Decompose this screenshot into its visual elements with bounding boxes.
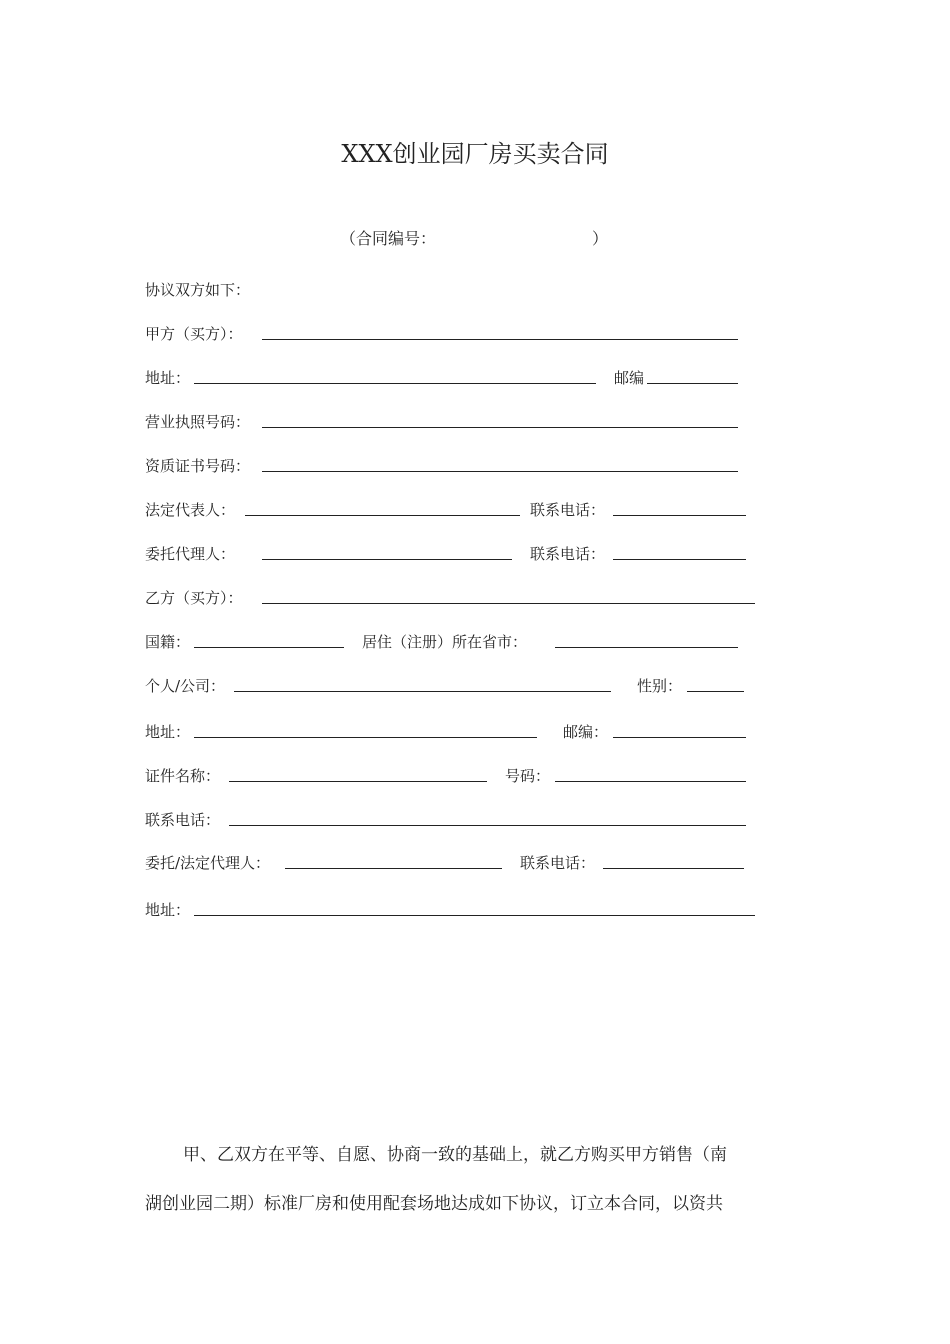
party-b-agent-label: 委托/法定代理人： bbox=[145, 854, 271, 872]
party-a-label: 甲方（买方）： bbox=[145, 325, 243, 343]
paragraph-line-1: 甲、乙双方在平等、自愿、协商一致的基础上，就乙方购买甲方销售（南 bbox=[183, 1145, 727, 1165]
party-b-name-field[interactable] bbox=[262, 603, 755, 604]
party-a-postcode-field[interactable] bbox=[647, 383, 738, 384]
party-b-postcode-field[interactable] bbox=[613, 737, 746, 738]
intro-text: 协议双方如下： bbox=[145, 281, 251, 299]
party-a-legal-rep-field[interactable] bbox=[245, 515, 520, 516]
party-a-agent-label: 委托代理人： bbox=[145, 545, 236, 563]
party-a-phone-field-2[interactable] bbox=[613, 559, 746, 560]
party-b-person-company-field[interactable] bbox=[234, 691, 611, 692]
party-b-person-company-label: 个人/公司： bbox=[145, 677, 226, 695]
party-a-qualification-field[interactable] bbox=[262, 471, 738, 472]
party-b-agent-phone-label: 联系电话： bbox=[520, 854, 596, 872]
party-b-phone-label: 联系电话： bbox=[145, 811, 221, 829]
party-b-label: 乙方（买方）： bbox=[145, 589, 243, 607]
party-b-postcode-label: 邮编： bbox=[563, 723, 609, 741]
party-a-agent-field[interactable] bbox=[262, 559, 512, 560]
party-a-address-field[interactable] bbox=[194, 383, 596, 384]
party-b-id-number-label: 号码： bbox=[505, 767, 551, 785]
party-b-phone-field[interactable] bbox=[229, 825, 746, 826]
party-b-id-name-label: 证件名称： bbox=[145, 767, 221, 785]
party-b-address2-label: 地址： bbox=[145, 901, 191, 919]
party-a-license-field[interactable] bbox=[262, 427, 738, 428]
party-b-residence-field[interactable] bbox=[555, 647, 738, 648]
party-b-nationality-label: 国籍： bbox=[145, 633, 191, 651]
party-b-gender-label: 性别： bbox=[637, 677, 683, 695]
party-b-gender-field[interactable] bbox=[687, 691, 744, 692]
party-a-phone-field-1[interactable] bbox=[613, 515, 746, 516]
party-b-address2-field[interactable] bbox=[194, 915, 755, 916]
party-a-qualification-label: 资质证书号码： bbox=[145, 457, 251, 475]
party-a-postcode-label: 邮编 bbox=[614, 369, 645, 387]
party-b-address-field[interactable] bbox=[194, 737, 537, 738]
document-title: XXX创业园厂房买卖合同 bbox=[341, 140, 609, 168]
party-b-id-name-field[interactable] bbox=[229, 781, 487, 782]
party-b-address-label: 地址： bbox=[145, 723, 191, 741]
party-b-agent-field[interactable] bbox=[285, 868, 502, 869]
paragraph-line-2: 湖创业园二期）标准厂房和使用配套场地达成如下协议，订立本合同，以资共 bbox=[145, 1194, 723, 1214]
party-a-name-field[interactable] bbox=[262, 339, 738, 340]
party-b-id-number-field[interactable] bbox=[555, 781, 746, 782]
party-a-phone-label-2: 联系电话： bbox=[530, 545, 606, 563]
party-b-nationality-field[interactable] bbox=[194, 647, 344, 648]
party-b-residence-label: 居住（注册）所在省市： bbox=[362, 633, 528, 651]
party-a-address-label: 地址： bbox=[145, 369, 191, 387]
party-a-legal-rep-label: 法定代表人： bbox=[145, 501, 236, 519]
party-a-license-label: 营业执照号码： bbox=[145, 413, 251, 431]
contract-number-label: （合同编号： bbox=[340, 229, 437, 248]
party-b-agent-phone-field[interactable] bbox=[603, 868, 744, 869]
contract-number-close: ） bbox=[592, 229, 609, 248]
contract-number bbox=[340, 226, 609, 249]
party-a-phone-label-1: 联系电话： bbox=[530, 501, 606, 519]
